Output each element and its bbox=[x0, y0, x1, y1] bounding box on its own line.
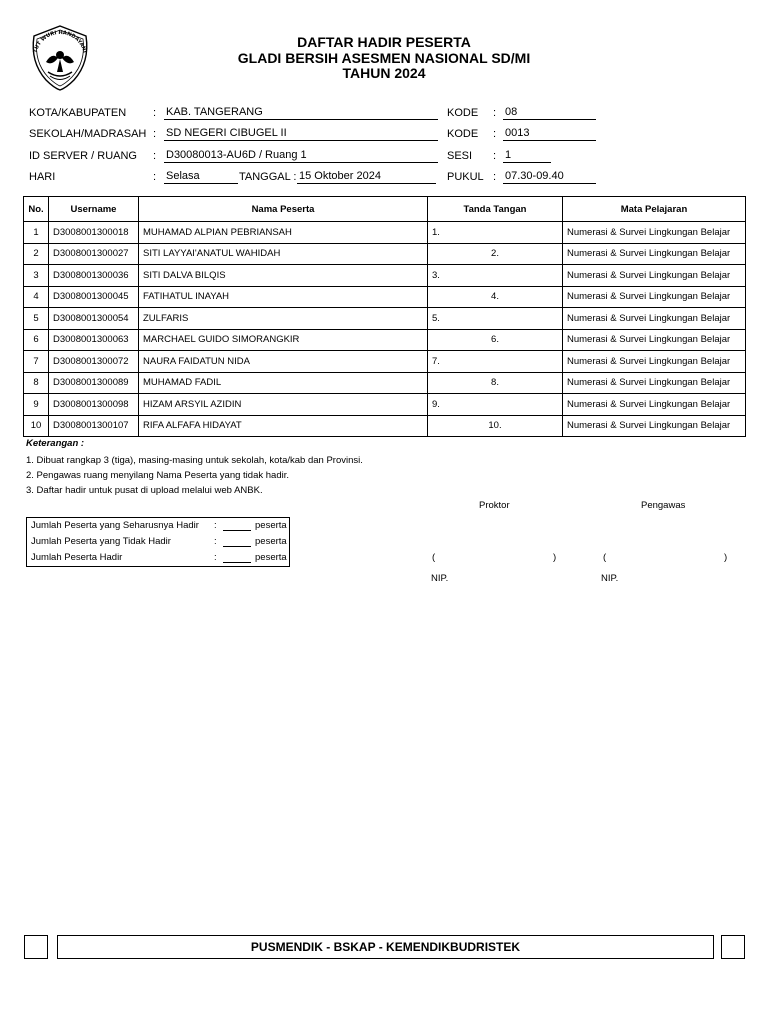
table-row bbox=[24, 265, 746, 287]
kode2-value: 0013 bbox=[503, 127, 596, 141]
row-nama: MARCHAEL GUIDO SIMORANGKIR bbox=[139, 329, 428, 351]
row-username: D3008001300027 bbox=[49, 243, 139, 265]
row-username: D3008001300089 bbox=[49, 372, 139, 394]
summary-blank bbox=[223, 535, 251, 547]
row-mapel: Numerasi & Survei Lingkungan Belajar bbox=[563, 222, 746, 244]
row-signature: 3. bbox=[428, 265, 563, 287]
pengawas-label: Pengawas bbox=[641, 500, 686, 511]
kota-value: KAB. TANGERANG bbox=[164, 106, 438, 120]
table-row bbox=[24, 372, 746, 394]
table-row bbox=[24, 243, 746, 265]
row-nama: SITI LAYYAI'ANATUL WAHIDAH bbox=[139, 243, 428, 265]
row-username: D3008001300098 bbox=[49, 394, 139, 416]
server-value: D30080013-AU6D / Ruang 1 bbox=[164, 149, 438, 163]
table-row bbox=[24, 329, 746, 351]
row-mapel: Numerasi & Survei Lingkungan Belajar bbox=[563, 351, 746, 373]
row-no: 4 bbox=[24, 286, 49, 308]
kode2-label: KODE bbox=[447, 128, 479, 140]
attendance-table bbox=[23, 196, 746, 437]
row-mapel: Numerasi & Survei Lingkungan Belajar bbox=[563, 329, 746, 351]
row-username: D3008001300054 bbox=[49, 308, 139, 330]
row-no: 7 bbox=[24, 351, 49, 373]
pukul-colon: : bbox=[493, 171, 497, 183]
header-nama-peserta: Nama Peserta bbox=[139, 197, 428, 222]
row-signature: 2. bbox=[428, 243, 563, 265]
row-nama: HIZAM ARSYIL AZIDIN bbox=[139, 394, 428, 416]
sesi-value: 1 bbox=[503, 149, 551, 163]
table-row bbox=[24, 415, 746, 437]
summary-row-expected bbox=[31, 519, 287, 533]
proktor-nip: NIP. bbox=[431, 573, 449, 584]
sesi-label: SESI bbox=[447, 150, 473, 162]
row-username: D3008001300036 bbox=[49, 265, 139, 287]
title-line-1: DAFTAR HADIR PESERTA bbox=[297, 34, 471, 50]
table-header-row bbox=[24, 197, 746, 222]
note-item-1: 1. Dibuat rangkap 3 (tiga), masing-masing untuk sekolah, kota/kab dan Provinsi. bbox=[26, 455, 363, 466]
table-row bbox=[24, 351, 746, 373]
server-colon: : bbox=[153, 150, 157, 162]
hari-value: Selasa bbox=[164, 170, 238, 184]
server-label: ID SERVER / RUANG bbox=[29, 150, 137, 162]
footer-banner: PUSMENDIK - BSKAP - KEMENDIKBUDRISTEK bbox=[57, 935, 714, 959]
row-signature: 4. bbox=[428, 286, 563, 308]
summary-label: Jumlah Peserta yang Seharusnya Hadir bbox=[31, 520, 199, 531]
row-signature: 1. bbox=[428, 222, 563, 244]
sesi-colon: : bbox=[493, 150, 497, 162]
kode1-label: KODE bbox=[447, 107, 479, 119]
row-mapel: Numerasi & Survei Lingkungan Belajar bbox=[563, 243, 746, 265]
row-no: 6 bbox=[24, 329, 49, 351]
row-no: 8 bbox=[24, 372, 49, 394]
row-mapel: Numerasi & Survei Lingkungan Belajar bbox=[563, 372, 746, 394]
summary-label: Jumlah Peserta Hadir bbox=[31, 552, 123, 563]
row-username: D3008001300018 bbox=[49, 222, 139, 244]
header-tanda-tangan: Tanda Tangan bbox=[428, 197, 563, 222]
summary-colon: : bbox=[214, 536, 217, 547]
row-nama: FATIHATUL INAYAH bbox=[139, 286, 428, 308]
pengawas-paren-open: ( bbox=[603, 552, 607, 563]
kota-label: KOTA/KABUPATEN bbox=[29, 107, 127, 119]
row-no: 3 bbox=[24, 265, 49, 287]
row-signature: 6. bbox=[428, 329, 563, 351]
row-no: 10 bbox=[24, 415, 49, 437]
summary-blank bbox=[223, 519, 251, 531]
footer-left-box bbox=[24, 935, 48, 959]
table-row bbox=[24, 394, 746, 416]
title-line-2: GLADI BERSIH ASESMEN NASIONAL SD/MI bbox=[237, 50, 531, 66]
row-signature: 5. bbox=[428, 308, 563, 330]
summary-blank bbox=[223, 551, 251, 563]
pukul-label: PUKUL bbox=[447, 171, 484, 183]
sekolah-label: SEKOLAH/MADRASAH bbox=[29, 128, 147, 140]
kode1-value: 08 bbox=[503, 106, 596, 120]
row-mapel: Numerasi & Survei Lingkungan Belajar bbox=[563, 286, 746, 308]
tanggal-label: TANGGAL : bbox=[239, 171, 297, 183]
summary-unit: peserta bbox=[255, 536, 287, 547]
notes-heading: Keterangan : bbox=[26, 438, 85, 449]
summary-colon: : bbox=[214, 552, 217, 563]
row-signature: 8. bbox=[428, 372, 563, 394]
row-username: D3008001300072 bbox=[49, 351, 139, 373]
row-nama: NAURA FAIDATUN NIDA bbox=[139, 351, 428, 373]
row-signature: 9. bbox=[428, 394, 563, 416]
row-username: D3008001300045 bbox=[49, 286, 139, 308]
row-no: 9 bbox=[24, 394, 49, 416]
header-mata-pelajaran: Mata Pelajaran bbox=[563, 197, 746, 222]
row-username: D3008001300063 bbox=[49, 329, 139, 351]
sekolah-colon: : bbox=[153, 128, 157, 140]
summary-unit: peserta bbox=[255, 520, 287, 531]
pengawas-nip: NIP. bbox=[601, 573, 619, 584]
row-mapel: Numerasi & Survei Lingkungan Belajar bbox=[563, 308, 746, 330]
row-no: 1 bbox=[24, 222, 49, 244]
row-username: D3008001300107 bbox=[49, 415, 139, 437]
kode2-colon: : bbox=[493, 128, 497, 140]
row-mapel: Numerasi & Survei Lingkungan Belajar bbox=[563, 394, 746, 416]
row-mapel: Numerasi & Survei Lingkungan Belajar bbox=[563, 415, 746, 437]
row-mapel: Numerasi & Survei Lingkungan Belajar bbox=[563, 265, 746, 287]
row-nama: MUHAMAD FADIL bbox=[139, 372, 428, 394]
svg-text:TUT WURI HANDAYANI: TUT WURI HANDAYANI bbox=[32, 29, 88, 54]
summary-label: Jumlah Peserta yang Tidak Hadir bbox=[31, 536, 171, 547]
title-line-3: TAHUN 2024 bbox=[342, 65, 426, 81]
row-signature: 10. bbox=[428, 415, 563, 437]
row-nama: SITI DALVA BILQIS bbox=[139, 265, 428, 287]
summary-row-present bbox=[31, 551, 287, 565]
hari-label: HARI bbox=[29, 171, 56, 183]
table-row bbox=[24, 222, 746, 244]
table-row bbox=[24, 308, 746, 330]
hari-colon: : bbox=[153, 171, 157, 183]
row-no: 5 bbox=[24, 308, 49, 330]
tanggal-value: 15 Oktober 2024 bbox=[297, 170, 436, 184]
row-signature: 7. bbox=[428, 351, 563, 373]
header-no: No. bbox=[24, 197, 49, 222]
summary-unit: peserta bbox=[255, 552, 287, 563]
pengawas-paren-close: ) bbox=[724, 552, 728, 563]
footer-right-box bbox=[721, 935, 745, 959]
summary-colon: : bbox=[214, 520, 217, 531]
proktor-label: Proktor bbox=[479, 500, 510, 511]
row-nama: RIFA ALFAFA HIDAYAT bbox=[139, 415, 428, 437]
table-row bbox=[24, 286, 746, 308]
header-username: Username bbox=[49, 197, 139, 222]
row-no: 2 bbox=[24, 243, 49, 265]
kota-colon: : bbox=[153, 107, 157, 119]
kode1-colon: : bbox=[493, 107, 497, 119]
proktor-paren-close: ) bbox=[553, 552, 557, 563]
note-item-3: 3. Daftar hadir untuk pusat di upload melalui web ANBK. bbox=[26, 485, 263, 496]
summary-row-absent bbox=[31, 535, 287, 549]
pukul-value: 07.30-09.40 bbox=[503, 170, 596, 184]
row-nama: ZULFARIS bbox=[139, 308, 428, 330]
proktor-paren-open: ( bbox=[432, 552, 436, 563]
note-item-2: 2. Pengawas ruang menyilang Nama Peserta yang tidak hadir. bbox=[26, 470, 289, 481]
row-nama: MUHAMAD ALPIAN PEBRIANSAH bbox=[139, 222, 428, 244]
sekolah-value: SD NEGERI CIBUGEL II bbox=[164, 127, 438, 141]
attendance-summary-box bbox=[26, 517, 290, 567]
